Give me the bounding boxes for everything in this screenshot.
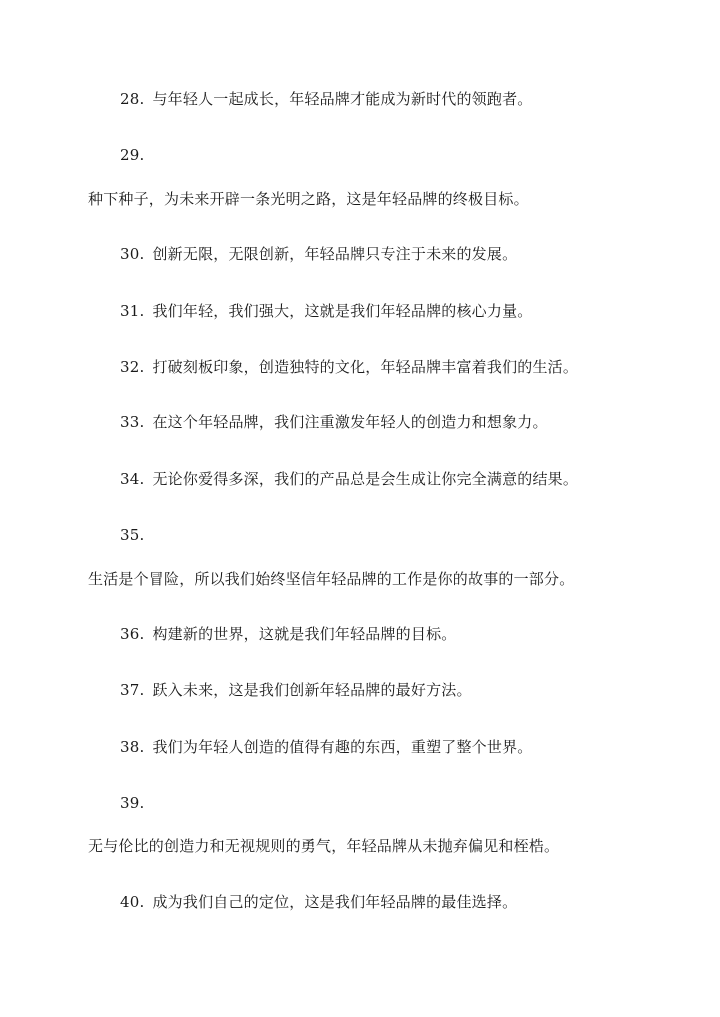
item-text: 在这个年轻品牌，我们注重激发年轻人的创造力和想象力。 (152, 413, 548, 431)
item-number: 40. (120, 893, 145, 911)
item-text: 无论你爱得多深，我们的产品总是会生成让你完全满意的结果。 (152, 470, 579, 488)
item-text: 我们年轻，我们强大，这就是我们年轻品牌的核心力量。 (152, 302, 533, 320)
item-number-35: 35. (120, 526, 145, 544)
item-text-39: 无与伦比的创造力和无视规则的勇气，年轻品牌从未抛弃偏见和桎梏。 (88, 837, 560, 855)
list-item-40 (120, 892, 517, 912)
item-text-29: 种下种子，为未来开辟一条光明之路，这是年轻品牌的终极目标。 (88, 190, 529, 208)
list-item-37 (120, 680, 472, 700)
item-number: 30. (120, 245, 145, 263)
list-item-30 (120, 244, 517, 264)
item-number: 38. (120, 738, 145, 756)
item-number: 37. (120, 681, 145, 699)
item-text: 构建新的世界，这就是我们年轻品牌的目标。 (152, 625, 457, 643)
item-number-39: 39. (120, 794, 145, 812)
item-text: 成为我们自己的定位，这是我们年轻品牌的最佳选择。 (152, 893, 518, 911)
item-text-35: 生活是个冒险，所以我们始终坚信年轻品牌的工作是你的故事的一部分。 (88, 570, 575, 588)
item-number: 33. (120, 413, 145, 431)
list-item-38 (120, 737, 532, 757)
item-number-29: 29. (120, 146, 145, 164)
list-item-32 (120, 357, 578, 377)
list-item-31 (120, 301, 532, 321)
item-text: 创新无限，无限创新，年轻品牌只专注于未来的发展。 (152, 245, 518, 263)
list-item-34 (120, 469, 578, 489)
item-number: 28. (120, 90, 145, 108)
item-text: 跃入未来，这是我们创新年轻品牌的最好方法。 (152, 681, 472, 699)
list-item-36 (120, 624, 456, 644)
item-text: 打破刻板印象，创造独特的文化，年轻品牌丰富着我们的生活。 (152, 358, 579, 376)
list-item-33 (120, 412, 548, 432)
item-number: 34. (120, 470, 145, 488)
list-item-28 (120, 89, 532, 109)
item-text: 我们为年轻人创造的值得有趣的东西，重塑了整个世界。 (152, 738, 533, 756)
item-number: 32. (120, 358, 145, 376)
item-number: 36. (120, 625, 145, 643)
item-number: 31. (120, 302, 145, 320)
item-text: 与年轻人一起成长，年轻品牌才能成为新时代的领跑者。 (152, 90, 533, 108)
